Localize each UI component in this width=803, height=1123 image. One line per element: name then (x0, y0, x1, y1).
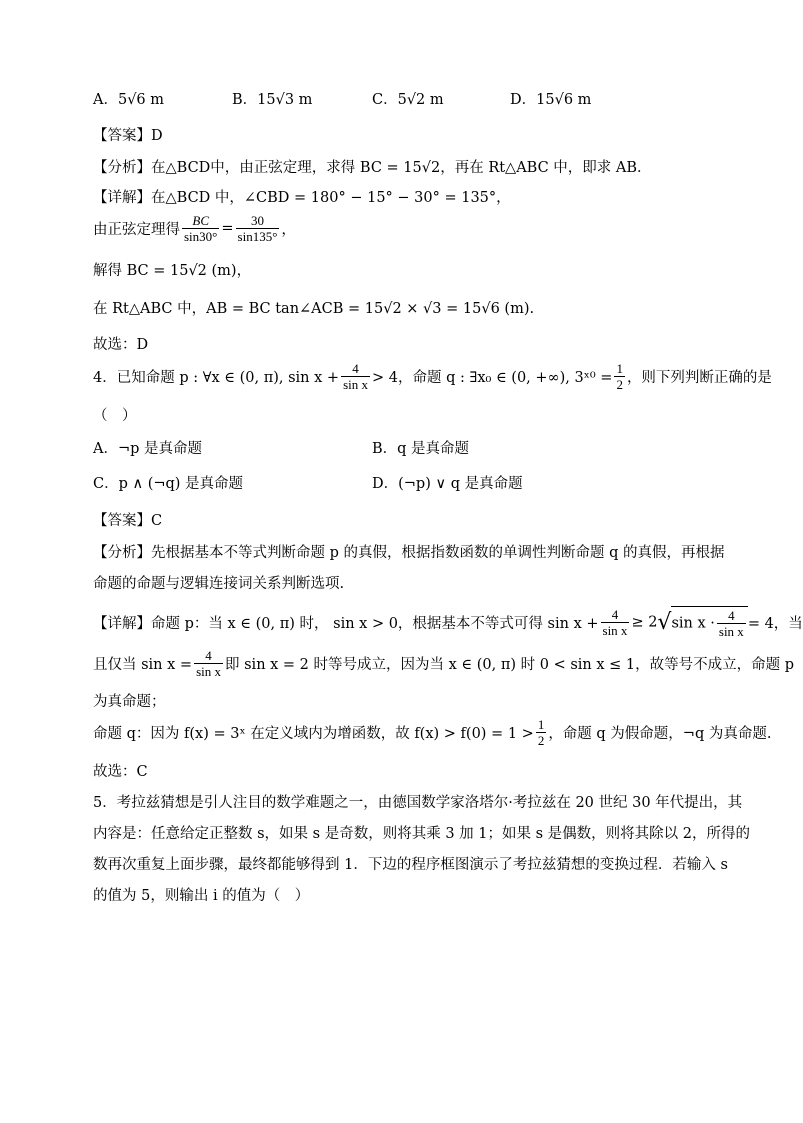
answer-value: D (151, 128, 163, 144)
stem-text: ，则下列判断正确的是 (626, 370, 772, 386)
detail-text: 命题 p：当 x ∈ (0, π) 时， sin x > 0，根据基本不等式可得 sin x + (151, 616, 599, 632)
q3-analysis-line (93, 156, 652, 177)
q4-option-c: C．p ∧ (¬q) 是真命题 (93, 476, 244, 492)
stem-text: 4．已知命题 p : ∀x ∈ (0, π), sin x + (93, 370, 340, 386)
fraction-numerator: 4 (601, 607, 630, 623)
detail-text: 且仅当 sin x = (93, 657, 193, 673)
q5-stem-line-2: 内容是：任意给定正整数 s，如果 s 是奇数，则将其乘 3 加 1；如果 s 是偶数，则将其除以 2，所得的 (93, 826, 750, 842)
fraction-numerator: 4 (194, 648, 223, 664)
analysis-text: 在△BCD中，由正弦定理，求得 BC = 15√2，再在 Rt△ABC 中，即求 AB． (151, 160, 652, 176)
fraction-denominator: sin x (196, 664, 221, 679)
analysis-tag: 【分析】 (93, 160, 151, 176)
q3-choose-line: 故选：D (93, 337, 149, 353)
detail-tag: 【详解】 (93, 616, 151, 632)
fraction-denominator: 2 (537, 733, 545, 748)
q4-option-a: A．¬p 是真命题 (93, 441, 203, 457)
fraction (236, 213, 280, 244)
q5-stem-line-3: 数再次重复上面步骤，最终都能够得到 1．下边的程序框图演示了考拉兹猜想的变换过程．若输入 s (93, 857, 728, 873)
q3-option-d: D．15√6 m (510, 92, 592, 108)
fraction-numerator: BC (182, 213, 219, 229)
stem-text: > 4，命题 q : ∃x₀ ∈ (0, +∞), 3ˣ⁰ = (372, 370, 613, 386)
q4-stem-line (93, 361, 772, 392)
q3-answer-line (93, 124, 163, 145)
sqrt-text: sin x · (671, 615, 715, 632)
q3-option-c: C．5√2 m (372, 92, 444, 108)
fraction-numerator: 30 (236, 213, 280, 229)
q4-detail-line-1 (93, 606, 803, 639)
q3-detail-line-3: 解得 BC = 15√2 (m)， (93, 263, 252, 279)
sqrt-content (671, 606, 747, 639)
detail-text: 由正弦定理得 (93, 222, 180, 238)
q4-detail-line-3: 为真命题； (93, 694, 166, 710)
q4-option-b: B．q 是真命题 (372, 441, 470, 457)
answer-tag: 【答案】 (93, 513, 151, 529)
fraction-numerator: 1 (616, 361, 623, 376)
detail-text: 在△BCD 中，∠CBD = 180° − 15° − 30° = 135°， (151, 190, 511, 206)
q3-detail-line-4: 在 Rt△ABC 中，AB = BC tan∠ACB = 15√2 × √3 = 15√6 (m). (93, 301, 535, 317)
equals-sign: = (221, 220, 234, 237)
analysis-tag: 【分析】 (93, 545, 151, 561)
fraction-denominator: 2 (616, 377, 623, 392)
fraction-numerator: 4 (717, 608, 746, 624)
fraction-numerator: 1 (537, 717, 545, 732)
fraction-denominator: sin x (343, 377, 368, 392)
detail-text: ，命题 q 为假命题，¬q 为真命题. (548, 726, 772, 742)
analysis-text: 先根据基本不等式判断命题 p 的真假，根据指数函数的单调性判断命题 q 的真假，再根据 (151, 545, 725, 561)
fraction (536, 717, 547, 748)
q3-detail-line-1 (93, 186, 511, 207)
detail-text: 命题 q：因为 f(x) = 3ˣ 在定义域内为增函数，故 f(x) > f(0) = 1 > (93, 726, 534, 742)
detail-text: = 4，当 (747, 616, 803, 632)
fraction (717, 608, 746, 639)
detail-text: 即 sin x = 2 时等号成立，因为当 x ∈ (0, π) 时 0 < sin x ≤ 1，故等号不成立，命题 p (225, 657, 795, 673)
q4-detail-line-2 (93, 648, 794, 679)
fraction (614, 361, 625, 392)
q3-option-a: A．5√6 m (93, 92, 165, 108)
fraction-denominator: sin x (718, 624, 744, 639)
q4-choose-line: 故选：C (93, 764, 148, 780)
q3-option-b: B．15√3 m (232, 92, 313, 108)
q4-analysis-line-2: 命题的命题与逻辑连接词关系判断选项. (93, 576, 345, 592)
fraction-numerator: 4 (341, 361, 370, 377)
answer-tag: 【答案】 (93, 128, 151, 144)
fraction (341, 361, 370, 392)
q3-detail-line-2 (93, 213, 296, 244)
q4-option-d: D．(¬p) ∨ q 是真命题 (372, 476, 523, 492)
detail-text: ， (281, 222, 296, 238)
q4-detail-line-4 (93, 717, 771, 748)
answer-value: C (151, 513, 163, 529)
detail-text: ≥ 2 (631, 614, 658, 631)
fraction-denominator: sin x (602, 623, 628, 638)
sqrt-sign: √ (657, 610, 672, 635)
fraction-denominator: sin30° (184, 229, 218, 244)
q5-stem-line-4: 的值为 5，则输出 i 的值为（ ） (93, 888, 310, 904)
detail-tag: 【详解】 (93, 190, 151, 206)
fraction (182, 213, 219, 244)
fraction (194, 648, 223, 679)
q4-answer-line (93, 509, 162, 530)
fraction (601, 607, 630, 638)
q4-paren: （ ） (93, 408, 137, 424)
q4-analysis-line-1 (93, 541, 725, 562)
fraction-denominator: sin135° (237, 229, 278, 244)
q5-stem-line-1: 5．考拉兹猜想是引人注目的数学难题之一，由德国数学家洛塔尔·考拉兹在 20 世纪 30 年代提出，其 (93, 795, 743, 811)
